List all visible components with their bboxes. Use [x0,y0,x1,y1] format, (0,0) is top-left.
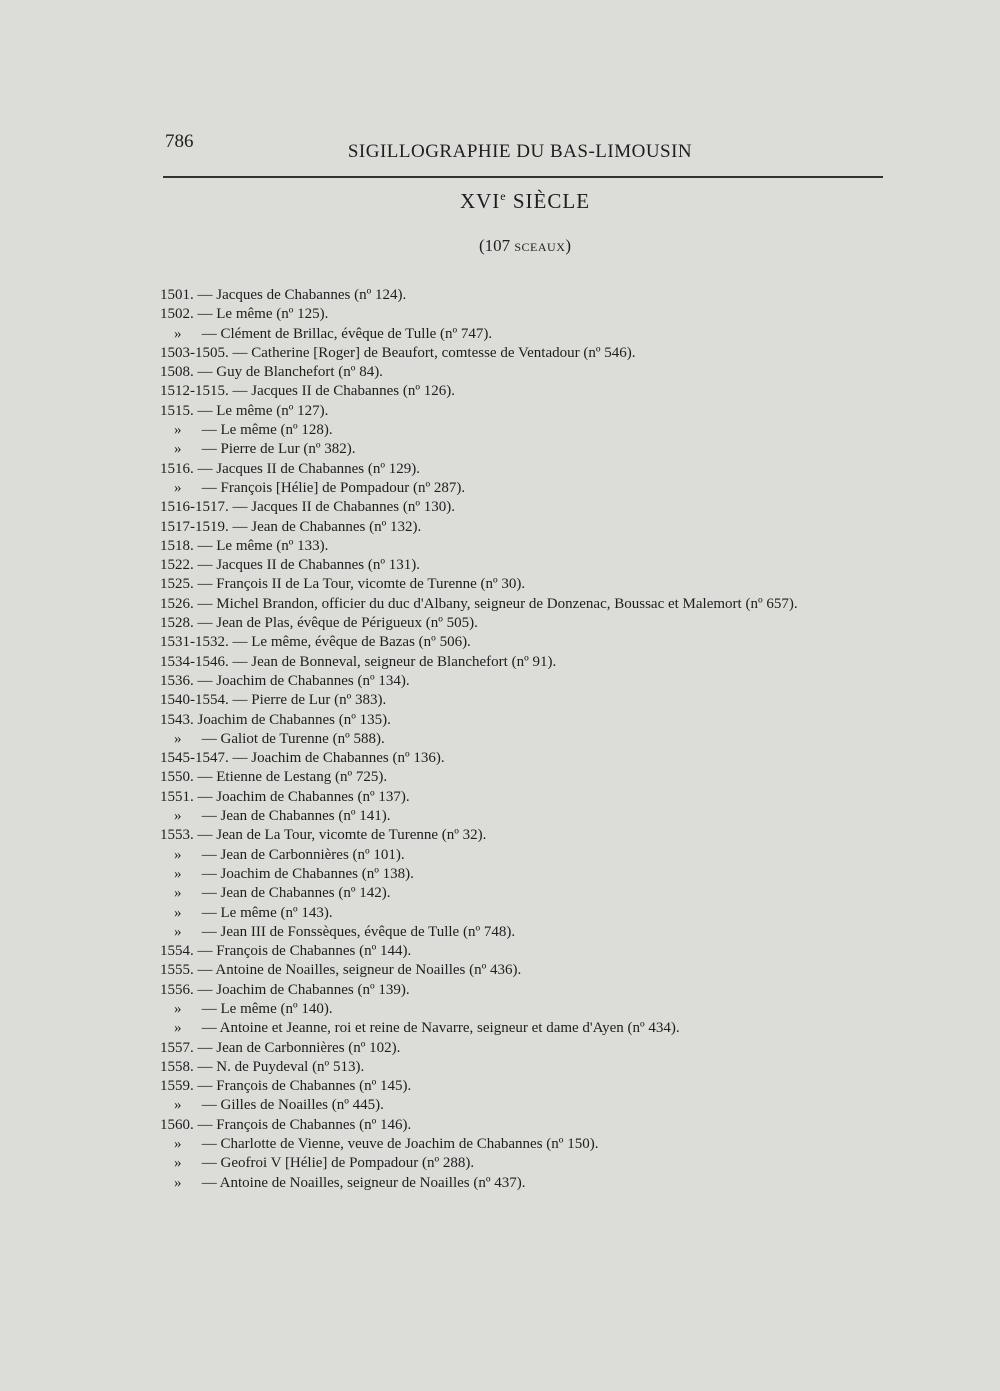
entry-ditto-mark: » [174,1155,182,1172]
entry-description: — Jean de Chabannes (nº 141). [198,808,391,825]
seal-entry [160,1039,900,1058]
entry-description: — Pierre de Lur (nº 383). [228,692,387,709]
entry-date: 1525. [160,576,194,593]
entry-description: — Jean de Chabannes (nº 132). [228,518,422,535]
entry-ditto-mark: » [174,479,182,496]
entry-date: 1545-1547. [160,750,229,767]
entry-date: 1553. [160,827,194,844]
seal-entry [160,575,900,594]
entry-description: — Etienne de Lestang (nº 725). [193,769,388,786]
entry-date: 1554. [160,943,194,960]
entry-date: 1560. [160,1116,194,1133]
entry-description: — Antoine de Noailles, seigneur de Noailles (nº 436). [193,962,522,979]
entry-date: 1540-1554. [160,692,229,709]
entry-date: 1559. [160,1078,194,1095]
seal-entry [160,1135,900,1154]
entry-date: 1531-1532. [160,634,229,651]
seal-entry [160,305,900,324]
seal-entry [160,1000,900,1019]
entry-date: 1534-1546. [160,653,229,670]
seal-entry [160,846,900,865]
seal-entry [160,1174,900,1193]
entry-date: 1556. [160,981,194,998]
seal-entry [160,363,900,382]
seal-entry [160,768,900,787]
seal-entry [160,286,900,305]
entry-description: — Catherine [Roger] de Beaufort, comtesse de Ventadour (nº 546). [228,344,636,361]
seal-entry [160,981,900,1000]
seal-entry [160,711,900,730]
seal-entry [160,440,900,459]
entry-description: — Joachim de Chabannes (nº 137). [193,788,410,805]
seal-entry [160,865,900,884]
entry-description: — Jacques II de Chabannes (nº 130). [228,499,456,516]
seal-entry-list [160,286,900,1193]
entry-description: — Jacques II de Chabannes (nº 131). [193,557,421,574]
entry-description: — Le même (nº 140). [198,1000,333,1017]
seal-count-close: ) [565,236,572,255]
page-number: 786 [165,131,194,152]
entry-date: 1515. [160,402,194,419]
entry-description: — Michel Brandon, officier du duc d'Albany, seigneur de Donzenac, Boussac et Malemort (nº 657). [193,595,798,612]
seal-entry [160,344,900,363]
entry-description: — Jean de Plas, évêque de Périgueux (nº 505). [193,615,478,632]
entry-description: — Le même (nº 125). [193,306,329,323]
seal-entry [160,614,900,633]
entry-ditto-mark: » [174,325,182,342]
seal-entry [160,479,900,498]
entry-description: — Pierre de Lur (nº 382). [198,441,356,458]
seal-entry [160,498,900,517]
entry-date: 1550. [160,769,194,786]
entry-description: — François de Chabannes (nº 145). [193,1078,412,1095]
section-title-rest: SIÈCLE [506,189,591,213]
seal-entry [160,1077,900,1096]
seal-entry [160,325,900,344]
entry-description: — Le même (nº 128). [198,422,333,439]
seal-count-open: (107 [478,236,515,255]
seal-entry [160,402,900,421]
seal-entry [160,961,900,980]
section-title-main: XVI [459,189,501,213]
entry-description: — Jean de Bonneval, seigneur de Blanchefort (nº 91). [228,653,557,670]
entry-description: — Jacques de Chabannes (nº 124). [193,287,407,303]
seal-entry [160,691,900,710]
section-title-superscript: e [500,189,507,203]
entry-date: 1522. [160,557,194,574]
entry-ditto-mark: » [174,1000,182,1017]
seal-count-word: sceaux [514,236,566,255]
seal-entry [160,595,900,614]
entry-description: — Joachim de Chabannes (nº 134). [193,672,410,689]
entry-description: — Jean de Carbonnières (nº 102). [193,1039,401,1056]
entry-date: 1516-1517. [160,499,229,516]
entry-description: — Jean de Chabannes (nº 142). [198,885,391,902]
entry-description: — Jean III de Fonssèques, évêque de Tulle (nº 748). [198,923,516,940]
seal-entry [160,923,900,942]
seal-entry [160,1116,900,1135]
entry-ditto-mark: » [174,730,182,747]
entry-description: — Jacques II de Chabannes (nº 126). [228,383,456,400]
seal-entry [160,556,900,575]
entry-date: 1512-1515. [160,383,229,400]
entry-ditto-mark: » [174,441,182,458]
seal-entry [160,730,900,749]
entry-date: 1501. [160,287,194,303]
entry-description: — Joachim de Chabannes (nº 138). [198,865,414,882]
entry-description: — Jean de Carbonnières (nº 101). [198,846,405,863]
section-title [0,189,1000,214]
entry-description: — Antoine de Noailles, seigneur de Noailles (nº 437). [198,1174,526,1191]
entry-date: 1503-1505. [160,344,229,361]
entry-description: — Clément de Brillac, évêque de Tulle (nº 747). [198,325,493,342]
running-title: SIGILLOGRAPHIE DU BAS-LIMOUSIN [347,141,693,162]
entry-date: 1518. [160,537,194,554]
seal-entry [160,460,900,479]
entry-description: — Le même (nº 143). [198,904,333,921]
entry-description: — François de Chabannes (nº 144). [193,943,412,960]
entry-description: — Guy de Blanchefort (nº 84). [193,364,383,381]
entry-description: — Le même, évêque de Bazas (nº 506). [228,634,471,651]
seal-entry [160,884,900,903]
seal-entry [160,421,900,440]
entry-date: 1526. [160,595,194,612]
entry-ditto-mark: » [174,1020,182,1037]
entry-description: — Geofroi V [Hélie] de Pompadour (nº 288). [198,1155,475,1172]
entry-date: 1558. [160,1058,194,1075]
seal-entry [160,904,900,923]
entry-description: — Le même (nº 133). [193,537,329,554]
header-rule [163,176,883,178]
entry-description: — Galiot de Turenne (nº 588). [198,730,385,747]
entry-description: — Gilles de Noailles (nº 445). [198,1097,384,1114]
entry-ditto-mark: » [174,904,182,921]
seal-entry [160,518,900,537]
entry-date: 1555. [160,962,194,979]
entry-ditto-mark: » [174,923,182,940]
section-seal-count [0,236,1000,256]
entry-date: 1528. [160,615,194,632]
seal-entry [160,788,900,807]
entry-date: 1517-1519. [160,518,229,535]
entry-ditto-mark: » [174,808,182,825]
entry-description: — Charlotte de Vienne, veuve de Joachim de Chabannes (nº 150). [198,1136,599,1153]
entry-description: — Jean de La Tour, vicomte de Turenne (nº 32). [193,827,487,844]
seal-entry [160,1058,900,1077]
seal-entry [160,1096,900,1115]
entry-ditto-mark: » [174,1174,182,1191]
seal-entry [160,672,900,691]
entry-description: — François [Hélie] de Pompadour (nº 287). [198,479,466,496]
entry-ditto-mark: » [174,865,182,882]
entry-date: 1536. [160,672,194,689]
seal-entry [160,633,900,652]
seal-entry [160,537,900,556]
entry-date: 1516. [160,460,194,477]
entry-date: 1551. [160,788,194,805]
entry-ditto-mark: » [174,885,182,902]
seal-entry [160,749,900,768]
entry-description: — Joachim de Chabannes (nº 139). [193,981,410,998]
entry-date: 1557. [160,1039,194,1056]
entry-description: — François II de La Tour, vicomte de Turenne (nº 30). [193,576,526,593]
entry-ditto-mark: » [174,1136,182,1153]
entry-description: — François de Chabannes (nº 146). [193,1116,412,1133]
entry-ditto-mark: » [174,422,182,439]
entry-date: 1543. [160,711,194,728]
seal-entry [160,653,900,672]
entry-description: — Antoine et Jeanne, roi et reine de Navarre, seigneur et dame d'Ayen (nº 434). [198,1020,680,1037]
seal-entry [160,1154,900,1173]
seal-entry [160,382,900,401]
entry-ditto-mark: » [174,846,182,863]
seal-entry [160,1019,900,1038]
entry-date: 1508. [160,364,194,381]
seal-entry [160,826,900,845]
seal-entry [160,942,900,961]
entry-description: — Joachim de Chabannes (nº 136). [228,750,445,767]
entry-description: — N. de Puydeval (nº 513). [193,1058,365,1075]
entry-description: — Jacques II de Chabannes (nº 129). [193,460,421,477]
seal-entry [160,807,900,826]
entry-description: — Le même (nº 127). [193,402,329,419]
entry-date: 1502. [160,306,194,323]
entry-ditto-mark: » [174,1097,182,1114]
entry-description: Joachim de Chabannes (nº 135). [193,711,391,728]
